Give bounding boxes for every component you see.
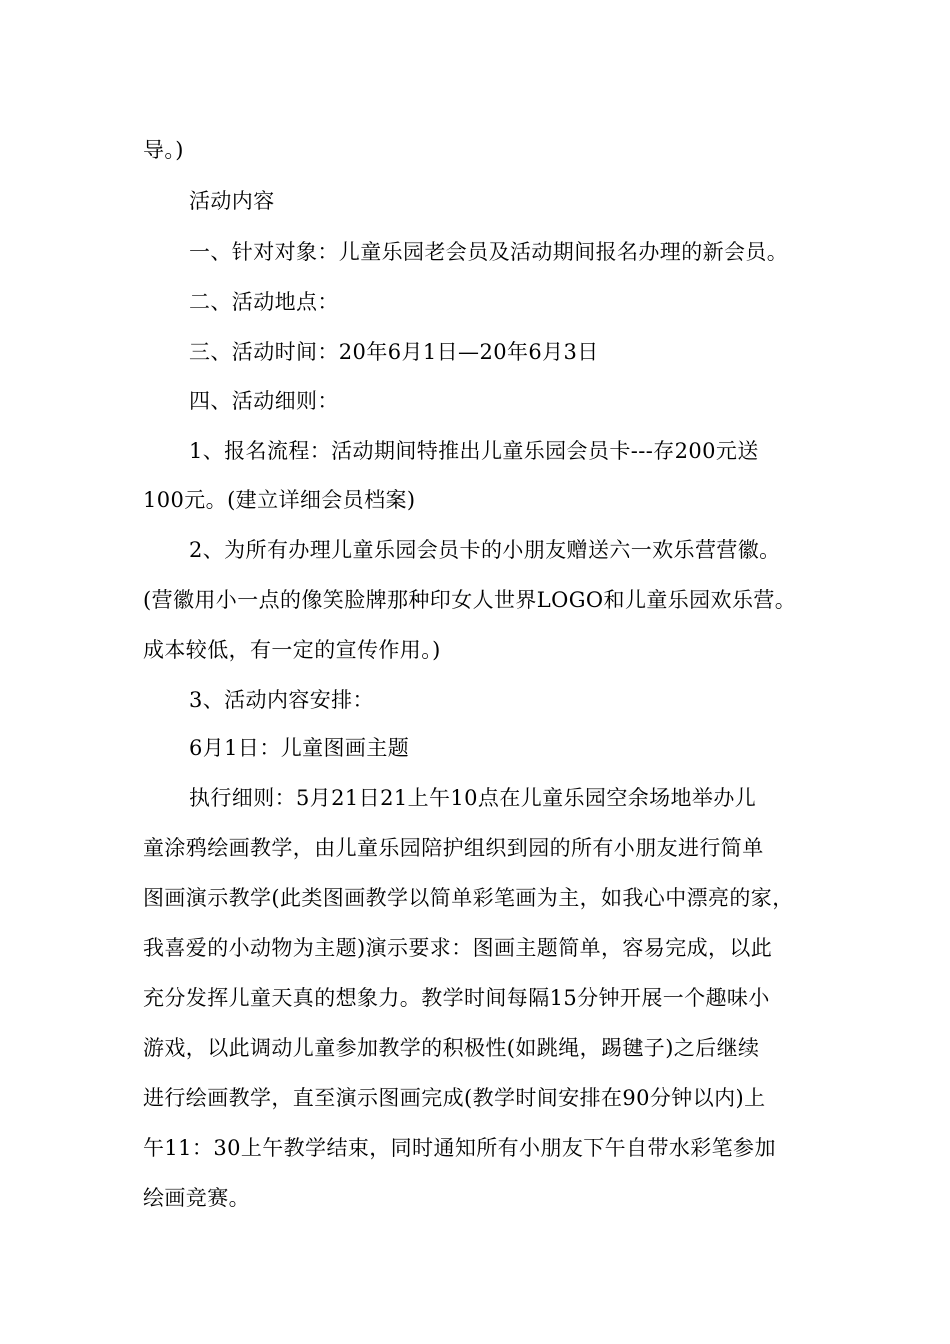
text-line: 1、报名流程：活动期间特推出儿童乐园会员卡---存200元送: [189, 439, 759, 463]
text-line: 导。): [143, 138, 184, 162]
text-line: 童涂鸦绘画教学，由儿童乐园陪护组织到园的所有小朋友进行简单: [143, 836, 764, 860]
text-line: 一、针对对象：儿童乐园老会员及活动期间报名办理的新会员。: [189, 240, 789, 264]
text-line: 充分发挥儿童天真的想象力。教学时间每隔15分钟开展一个趣味小: [143, 986, 770, 1010]
text-line: 我喜爱的小动物为主题)演示要求：图画主题简单，容易完成，以此: [143, 936, 773, 960]
text-line: 三、活动时间：20年6月1日—20年6月3日: [189, 340, 599, 364]
text-line: 6月1日：儿童图画主题: [189, 736, 410, 760]
text-line: 二、活动地点：: [189, 290, 339, 314]
text-line: 午11：30上午教学结束，同时通知所有小朋友下午自带水彩笔参加: [143, 1136, 776, 1160]
text-line: 绘画竞赛。: [143, 1186, 250, 1210]
text-line: (营徽用小一点的像笑脸牌那种印女人世界LOGO和儿童乐园欢乐营。: [143, 588, 797, 612]
text-line: 图画演示教学(此类图画教学以简单彩笔画为主，如我心中漂亮的家，: [143, 886, 794, 910]
section-heading: 活动内容: [189, 189, 275, 213]
text-line: 3、活动内容安排：: [189, 688, 374, 712]
text-line: 100元。(建立详细会员档案): [143, 488, 416, 512]
text-line: 成本较低，有一定的宣传作用。): [143, 638, 441, 662]
text-line: 四、活动细则：: [189, 389, 339, 413]
text-line: 进行绘画教学，直至演示图画完成(教学时间安排在90分钟以内)上: [143, 1086, 766, 1110]
text-line: 2、为所有办理儿童乐园会员卡的小朋友赠送六一欢乐营营徽。: [189, 538, 781, 562]
text-line: 游戏，以此调动儿童参加教学的积极性(如跳绳，踢毽子)之后继续: [143, 1036, 760, 1060]
text-line: 执行细则：5月21日21上午10点在儿童乐园空余场地举办儿: [189, 786, 757, 810]
